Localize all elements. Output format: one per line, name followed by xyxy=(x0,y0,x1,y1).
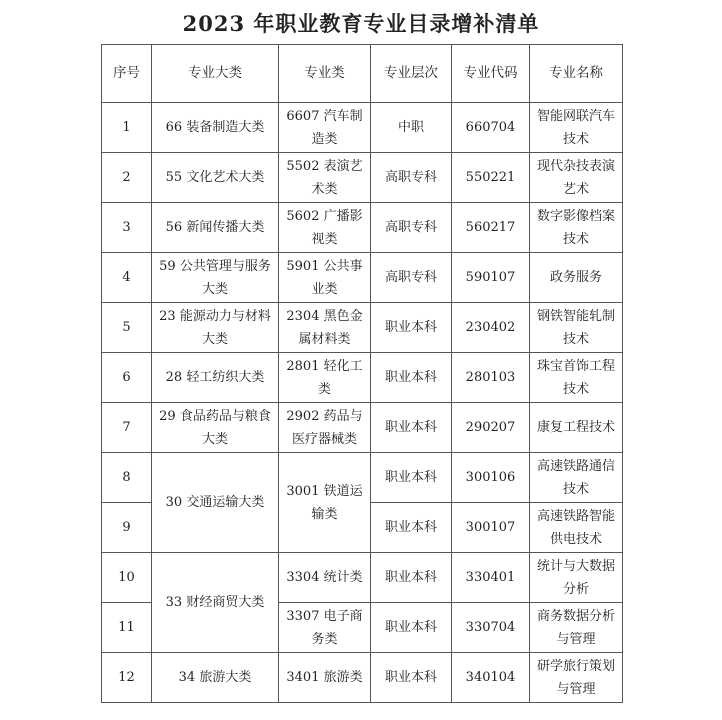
cell-subclass: 5602 广播影视类 xyxy=(279,203,371,253)
cell-category: 30 交通运输大类 xyxy=(152,453,279,553)
cell-level: 职业本科 xyxy=(371,653,452,703)
cell-name: 商务数据分析与管理 xyxy=(530,603,623,653)
cell-subclass: 6607 汽车制造类 xyxy=(279,103,371,153)
cell-code: 280103 xyxy=(452,353,530,403)
header-category: 专业大类 xyxy=(152,45,279,103)
table-row xyxy=(102,153,623,203)
cell-level: 职业本科 xyxy=(371,303,452,353)
cell-name: 高速铁路智能供电技术 xyxy=(530,503,623,553)
cell-level: 高职专科 xyxy=(371,153,452,203)
header-subclass: 专业类 xyxy=(279,45,371,103)
document-title: 2023 年职业教育专业目录增补清单 xyxy=(182,11,540,36)
table-row xyxy=(102,303,623,353)
cell-level: 职业本科 xyxy=(371,603,452,653)
cell-name: 智能网联汽车技术 xyxy=(530,103,623,153)
cell-no: 7 xyxy=(102,403,152,453)
cell-name: 政务服务 xyxy=(530,253,623,303)
cell-subclass: 2801 轻化工类 xyxy=(279,353,371,403)
cell-level: 职业本科 xyxy=(371,353,452,403)
table-header-row xyxy=(102,45,623,103)
cell-level: 高职专科 xyxy=(371,253,452,303)
cell-no: 5 xyxy=(102,303,152,353)
cell-category: 29 食品药品与粮食大类 xyxy=(152,403,279,453)
table-row xyxy=(102,103,623,153)
cell-category: 66 装备制造大类 xyxy=(152,103,279,153)
cell-code: 300106 xyxy=(452,453,530,503)
header-code: 专业代码 xyxy=(452,45,530,103)
cell-category: 34 旅游大类 xyxy=(152,653,279,703)
table-row xyxy=(102,453,623,503)
cell-name: 珠宝首饰工程技术 xyxy=(530,353,623,403)
cell-no: 6 xyxy=(102,353,152,403)
cell-code: 660704 xyxy=(452,103,530,153)
cell-name: 康复工程技术 xyxy=(530,403,623,453)
cell-level: 职业本科 xyxy=(371,553,452,603)
cell-no: 12 xyxy=(102,653,152,703)
cell-name: 数字影像档案技术 xyxy=(530,203,623,253)
cell-level: 职业本科 xyxy=(371,503,452,553)
table-row xyxy=(102,353,623,403)
cell-category: 59 公共管理与服务大类 xyxy=(152,253,279,303)
cell-no: 10 xyxy=(102,553,152,603)
table-row xyxy=(102,653,623,703)
cell-level: 职业本科 xyxy=(371,453,452,503)
header-name: 专业名称 xyxy=(530,45,623,103)
table-row xyxy=(102,253,623,303)
cell-level: 中职 xyxy=(371,103,452,153)
cell-subclass: 3401 旅游类 xyxy=(279,653,371,703)
cell-name: 研学旅行策划与管理 xyxy=(530,653,623,703)
cell-code: 290207 xyxy=(452,403,530,453)
cell-subclass: 5502 表演艺术类 xyxy=(279,153,371,203)
cell-category: 28 轻工纺织大类 xyxy=(152,353,279,403)
cell-no: 3 xyxy=(102,203,152,253)
cell-code: 230402 xyxy=(452,303,530,353)
cell-subclass: 3304 统计类 xyxy=(279,553,371,603)
cell-subclass: 2902 药品与医疗器械类 xyxy=(279,403,371,453)
cell-no: 11 xyxy=(102,603,152,653)
table-row xyxy=(102,403,623,453)
cell-code: 550221 xyxy=(452,153,530,203)
cell-name: 钢铁智能轧制技术 xyxy=(530,303,623,353)
cell-name: 高速铁路通信技术 xyxy=(530,453,623,503)
cell-category: 55 文化艺术大类 xyxy=(152,153,279,203)
cell-no: 1 xyxy=(102,103,152,153)
cell-level: 职业本科 xyxy=(371,403,452,453)
cell-code: 340104 xyxy=(452,653,530,703)
cell-subclass: 5901 公共事业类 xyxy=(279,253,371,303)
cell-name: 现代杂技表演艺术 xyxy=(530,153,623,203)
table-row xyxy=(102,203,623,253)
cell-code: 330704 xyxy=(452,603,530,653)
cell-no: 4 xyxy=(102,253,152,303)
cell-subclass: 2304 黑色金属材料类 xyxy=(279,303,371,353)
cell-category: 56 新闻传播大类 xyxy=(152,203,279,253)
cell-code: 330401 xyxy=(452,553,530,603)
cell-name: 统计与大数据分析 xyxy=(530,553,623,603)
cell-code: 560217 xyxy=(452,203,530,253)
cell-code: 590107 xyxy=(452,253,530,303)
specialty-table xyxy=(101,44,623,703)
cell-subclass: 3307 电子商务类 xyxy=(279,603,371,653)
cell-no: 8 xyxy=(102,453,152,503)
cell-category: 33 财经商贸大类 xyxy=(152,553,279,653)
header-no: 序号 xyxy=(102,45,152,103)
cell-code: 300107 xyxy=(452,503,530,553)
cell-level: 高职专科 xyxy=(371,203,452,253)
cell-no: 2 xyxy=(102,153,152,203)
header-level: 专业层次 xyxy=(371,45,452,103)
table-row xyxy=(102,553,623,603)
cell-no: 9 xyxy=(102,503,152,553)
cell-subclass: 3001 铁道运输类 xyxy=(279,453,371,553)
cell-category: 23 能源动力与材料大类 xyxy=(152,303,279,353)
